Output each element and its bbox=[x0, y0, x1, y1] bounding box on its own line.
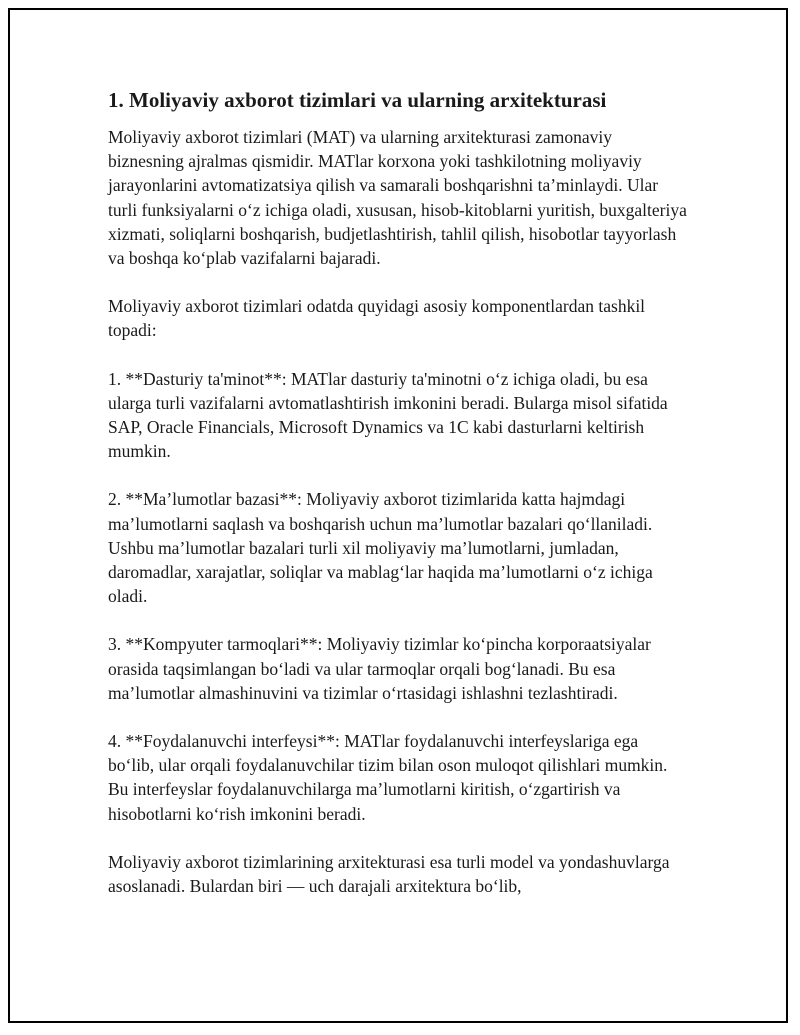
architecture-paragraph: Moliyaviy axborot tizimlarining arxitekturasi esa turli model va yondashuvlarga asoslanadi. Bulardan biri — uch darajali arxitektura bo‘lib, bbox=[108, 851, 670, 897]
document-body bbox=[108, 86, 688, 922]
list-item-software: 1. **Dasturiy ta'minot**: MATlar dasturiy ta'minotni o‘z ichiga oladi, bu esa ularga turli vazifalarni avtomatlashtirish imkonini beradi. Bularga misol sifatida SAP, Oracle Financials, Microsoft Dynamics va 1C kabi dasturlarni keltirish mumkin. bbox=[108, 368, 668, 462]
list-item-database: 2. **Ma’lumotlar bazasi**: Moliyaviy axborot tizimlarida katta hajmdagi ma’lumotlarni saqlash va boshqarish uchun ma’lumotlar bazalari qo‘llaniladi. Ushbu ma’lumotlar bazalari turli xil moliyaviy ma’lumotlarni, jumladan, daromadlar, xarajatlar, soliqlar va mablag‘lar haqida ma’lumotlarni o‘z ichiga oladi. bbox=[108, 489, 653, 607]
intro-paragraph: Moliyaviy axborot tizimlari (MAT) va ularning arxitekturasi zamonaviy biznesning ajralmas qismidir. MATlar korxona yoki tashkilotning moliyaviy jarayonlarini avtomatizatsiya qilish va samarali boshqarishni ta’minlaydi. Ular turli funksiyalarni o‘z ichiga oladi, xususan, hisob-kitoblarni yuritish, buxgalteriya xizmati, soliqlarni boshqarish, budjetlashtirish, tahlil qilish, hisobotlar tayyorlash va boshqa ko‘plab vazifalarni bajaradi. bbox=[108, 127, 687, 269]
list-item-networks: 3. **Kompyuter tarmoqlari**: Moliyaviy tizimlar ko‘pincha korporaatsiyalar orasida taqsimlangan bo‘ladi va ular tarmoqlar orqali bog‘lanadi. Bu esa ma’lumotlar almashinuvini va tizimlar o‘rtasidagi ishlashni tezlashtiradi. bbox=[108, 634, 651, 703]
document-title: 1. Moliyaviy axborot tizimlari va ularning arxitekturasi bbox=[108, 88, 607, 112]
list-item-user-interface: 4. **Foydalanuvchi interfeysi**: MATlar foydalanuvchi interfeyslariga ega bo‘lib, ular orqali foydalanuvchilar tizim bilan oson muloqot qilishlari mumkin. Bu interfeyslar foydalanuvchilarga ma’lumotlarni kiritish, o‘zgartirish va hisobotlarni ko‘rish imkonini beradi. bbox=[108, 731, 668, 824]
components-intro-paragraph: Moliyaviy axborot tizimlari odatda quyidagi asosiy komponentlardan tashkil topadi: bbox=[108, 296, 646, 341]
